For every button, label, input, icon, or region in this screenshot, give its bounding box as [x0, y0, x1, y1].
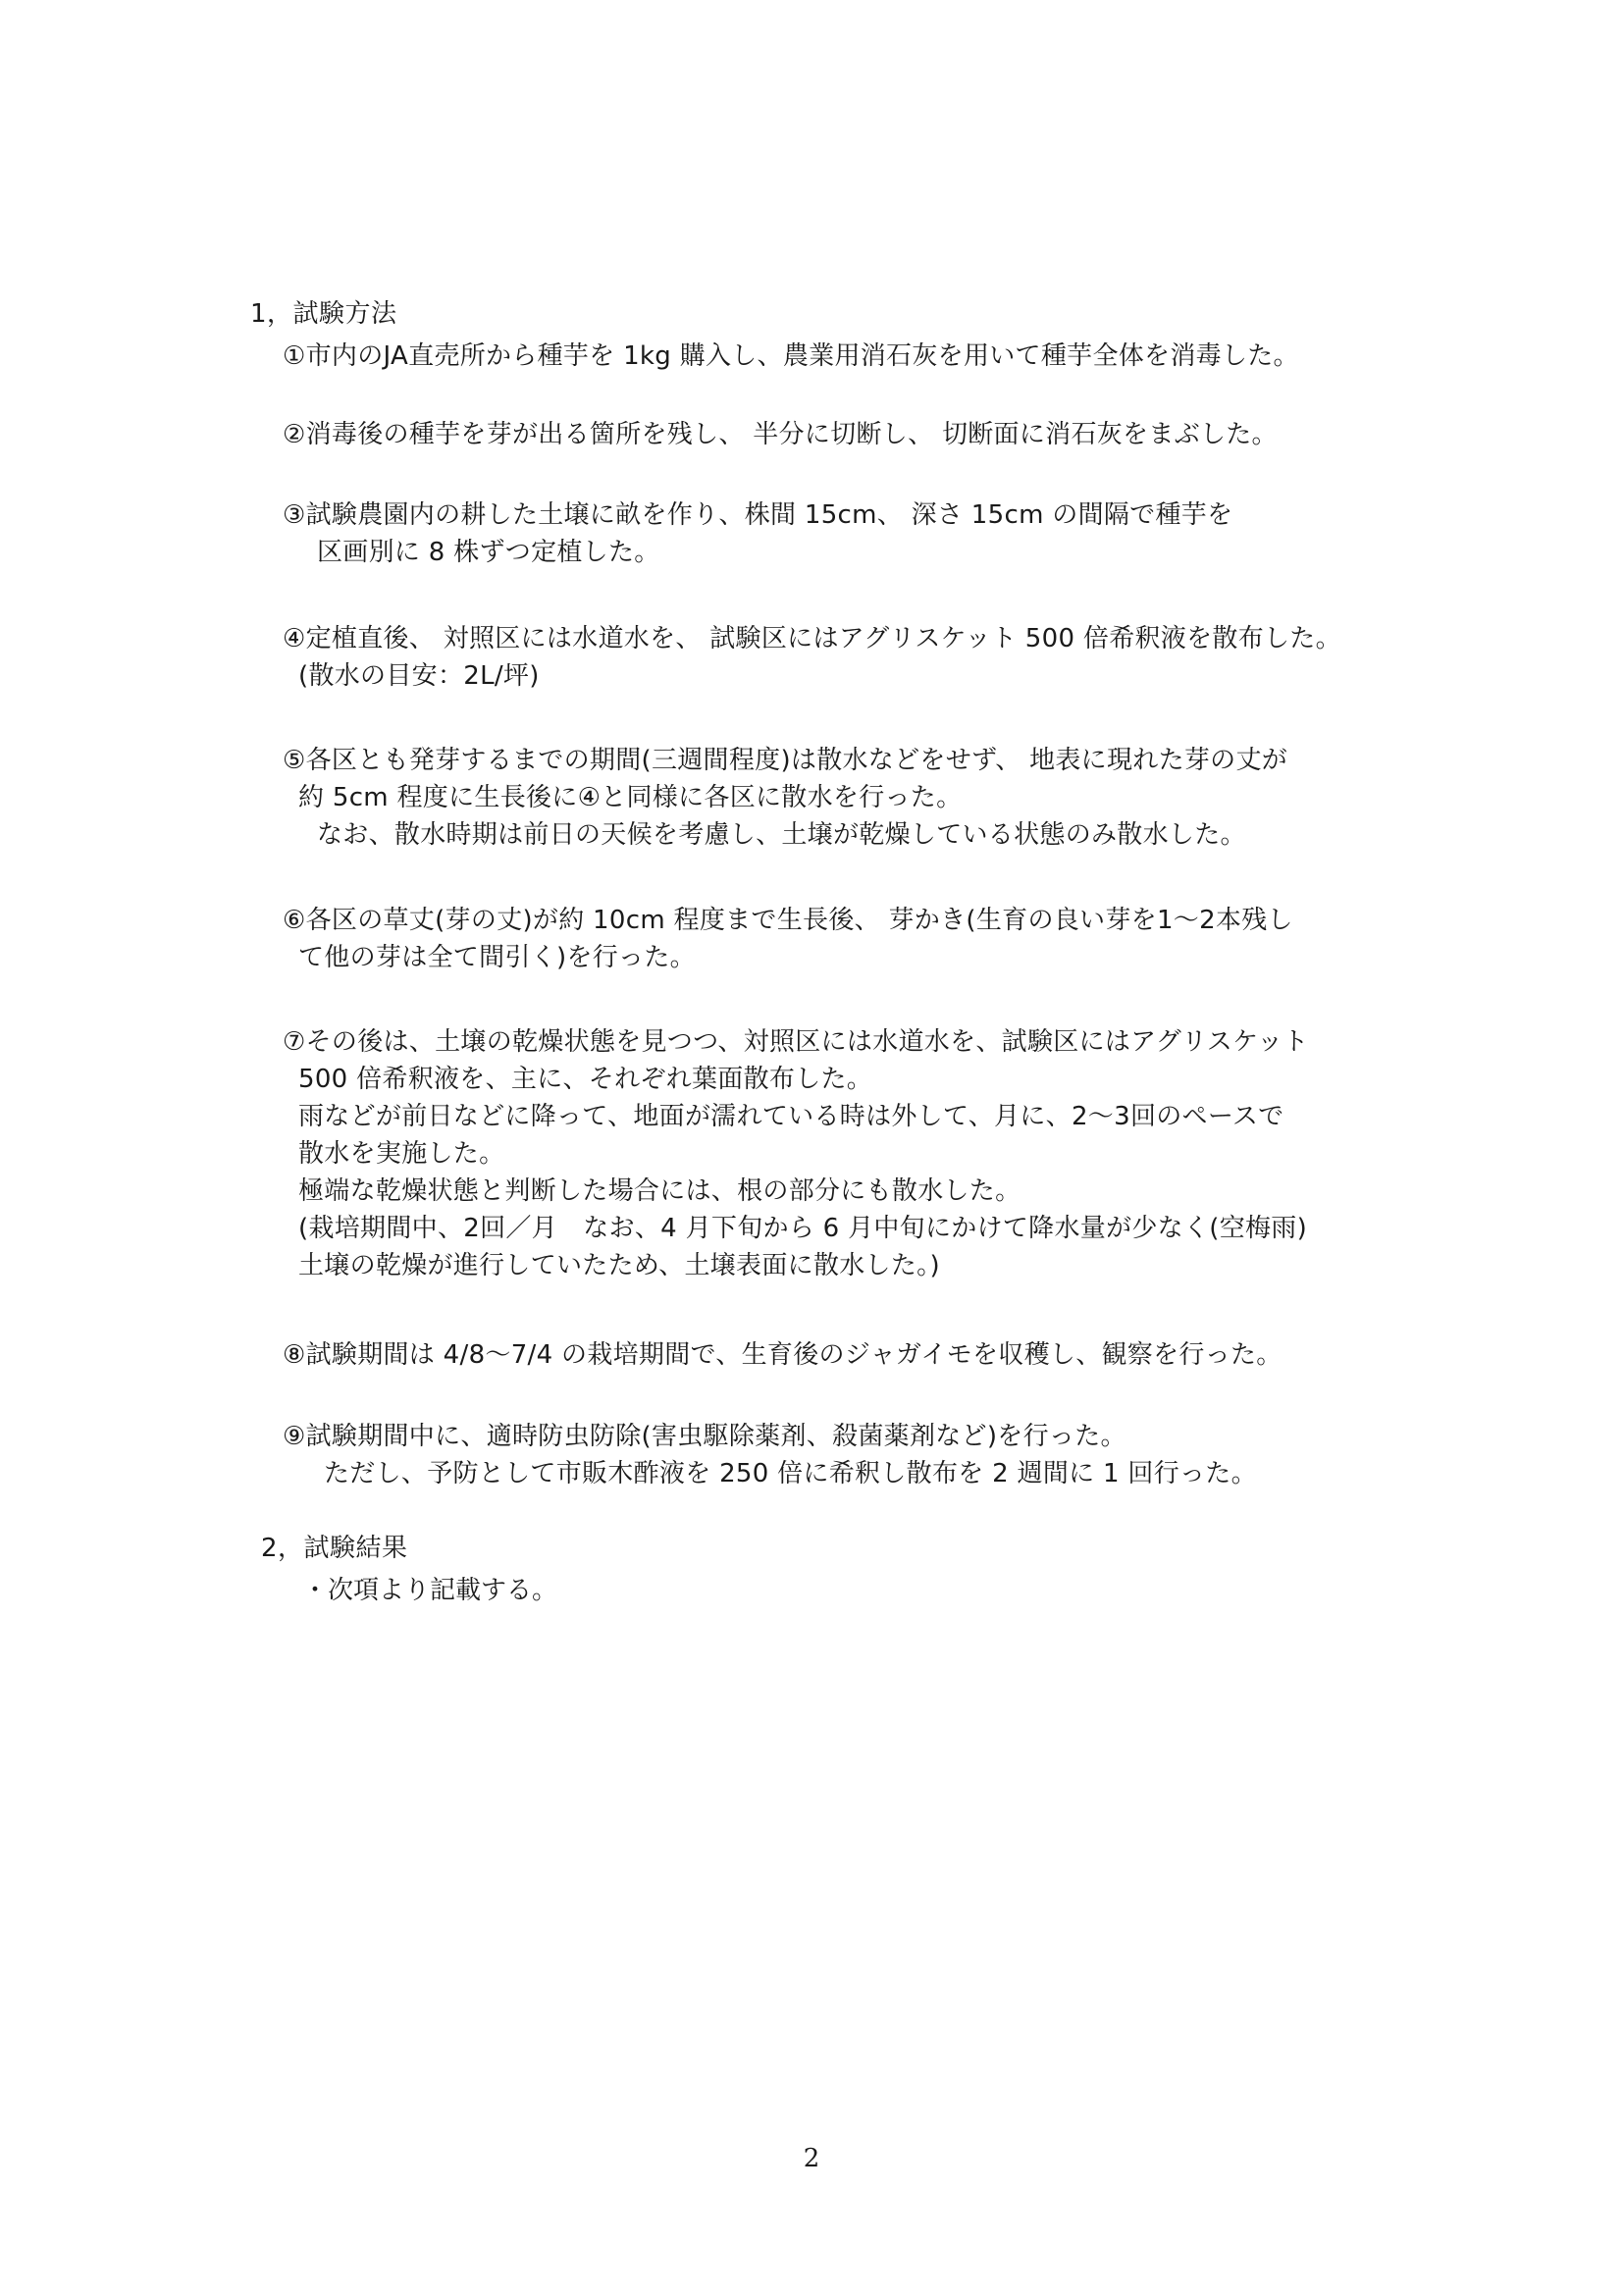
method-item-7-line-7: 土壌の乾燥が進行していたため、土壌表面に散水した。)	[298, 1251, 940, 1280]
method-item-4	[283, 620, 1341, 695]
method-item-7-line-1: ⑦その後は、土壌の乾燥状態を見つつ、対照区には水道水を、試験区にはアグリスケット	[283, 1027, 1309, 1057]
method-item-4-line-1: ④定植直後、 対照区には水道水を、 試験区にはアグリスケット 500 倍希釈液を散布した。	[283, 624, 1341, 653]
method-item-8-line-1: ⑧試験期間は 4/8～7/4 の栽培期間で、生育後のジャガイモを収穫し、観察を行った。	[283, 1340, 1283, 1370]
method-item-9	[283, 1418, 1257, 1492]
method-item-8	[283, 1336, 1283, 1374]
test-results-note: ・次項より記載する。	[302, 1576, 558, 1605]
method-item-7-line-6: (栽培期間中、2回／月 なお、4 月下旬から 6 月中旬にかけて降水量が少なく(空梅雨)	[298, 1214, 1308, 1243]
method-item-7-line-5: 極端な乾燥状態と判断した場合には、根の部分にも散水した。	[298, 1176, 1021, 1206]
method-item-6	[283, 902, 1293, 976]
section-heading-test-method: 1，試験方法	[250, 299, 397, 329]
method-item-5	[283, 742, 1287, 854]
method-item-4-line-2: (散水の目安：2L/坪)	[298, 661, 540, 691]
method-item-1-line-1: ①市内のJA直売所から種芋を 1kg 購入し、農業用消石灰を用いて種芋全体を消毒した。	[283, 341, 1299, 371]
method-item-5-line-1: ⑤各区とも発芽するまでの期間(三週間程度)は散水などをせず、 地表に現れた芽の丈が	[283, 746, 1288, 775]
method-item-3-line-2: 区画別に 8 株ずつ定植した。	[317, 538, 660, 567]
page-number: 2	[803, 2144, 820, 2173]
method-item-5-line-2: 約 5cm 程度に生長後に④と同様に各区に散水を行った。	[298, 783, 963, 812]
method-item-1	[283, 338, 1299, 375]
method-item-2	[283, 416, 1278, 453]
method-item-7	[283, 1023, 1309, 1284]
method-item-6-line-1: ⑥各区の草丈(芽の丈)が約 10cm 程度まで生長後、 芽かき(生育の良い芽を1～2本残し	[283, 906, 1293, 935]
method-item-3	[283, 496, 1232, 571]
method-item-3-line-1: ③試験農園内の耕した土壌に畝を作り、株間 15cm、 深さ 15cm の間隔で種芋を	[283, 500, 1233, 530]
method-item-2-line-1: ②消毒後の種芋を芽が出る箇所を残し、 半分に切断し、 切断面に消石灰をまぶした。	[283, 420, 1278, 449]
section-heading-test-results: 2，試験結果	[261, 1534, 408, 1563]
method-item-9-line-1: ⑨試験期間中に、適時防虫防除(害虫駆除薬剤、殺菌薬剤など)を行った。	[283, 1422, 1126, 1451]
method-item-7-line-3: 雨などが前日などに降って、地面が濡れている時は外して、月に、2～3回のペースで	[298, 1102, 1284, 1131]
method-item-7-line-4: 散水を実施した。	[298, 1139, 505, 1169]
method-item-9-line-2: ただし、予防として市販木酢液を 250 倍に希釈し散布を 2 週間に 1 回行った。	[324, 1459, 1257, 1488]
method-item-6-line-2: て他の芽は全て間引く)を行った。	[298, 943, 696, 972]
method-item-5-line-3: なお、散水時期は前日の天候を考慮し、土壌が乾燥している状態のみ散水した。	[317, 820, 1246, 850]
method-item-7-line-2: 500 倍希釈液を、主に、それぞれ葉面散布した。	[298, 1065, 873, 1094]
